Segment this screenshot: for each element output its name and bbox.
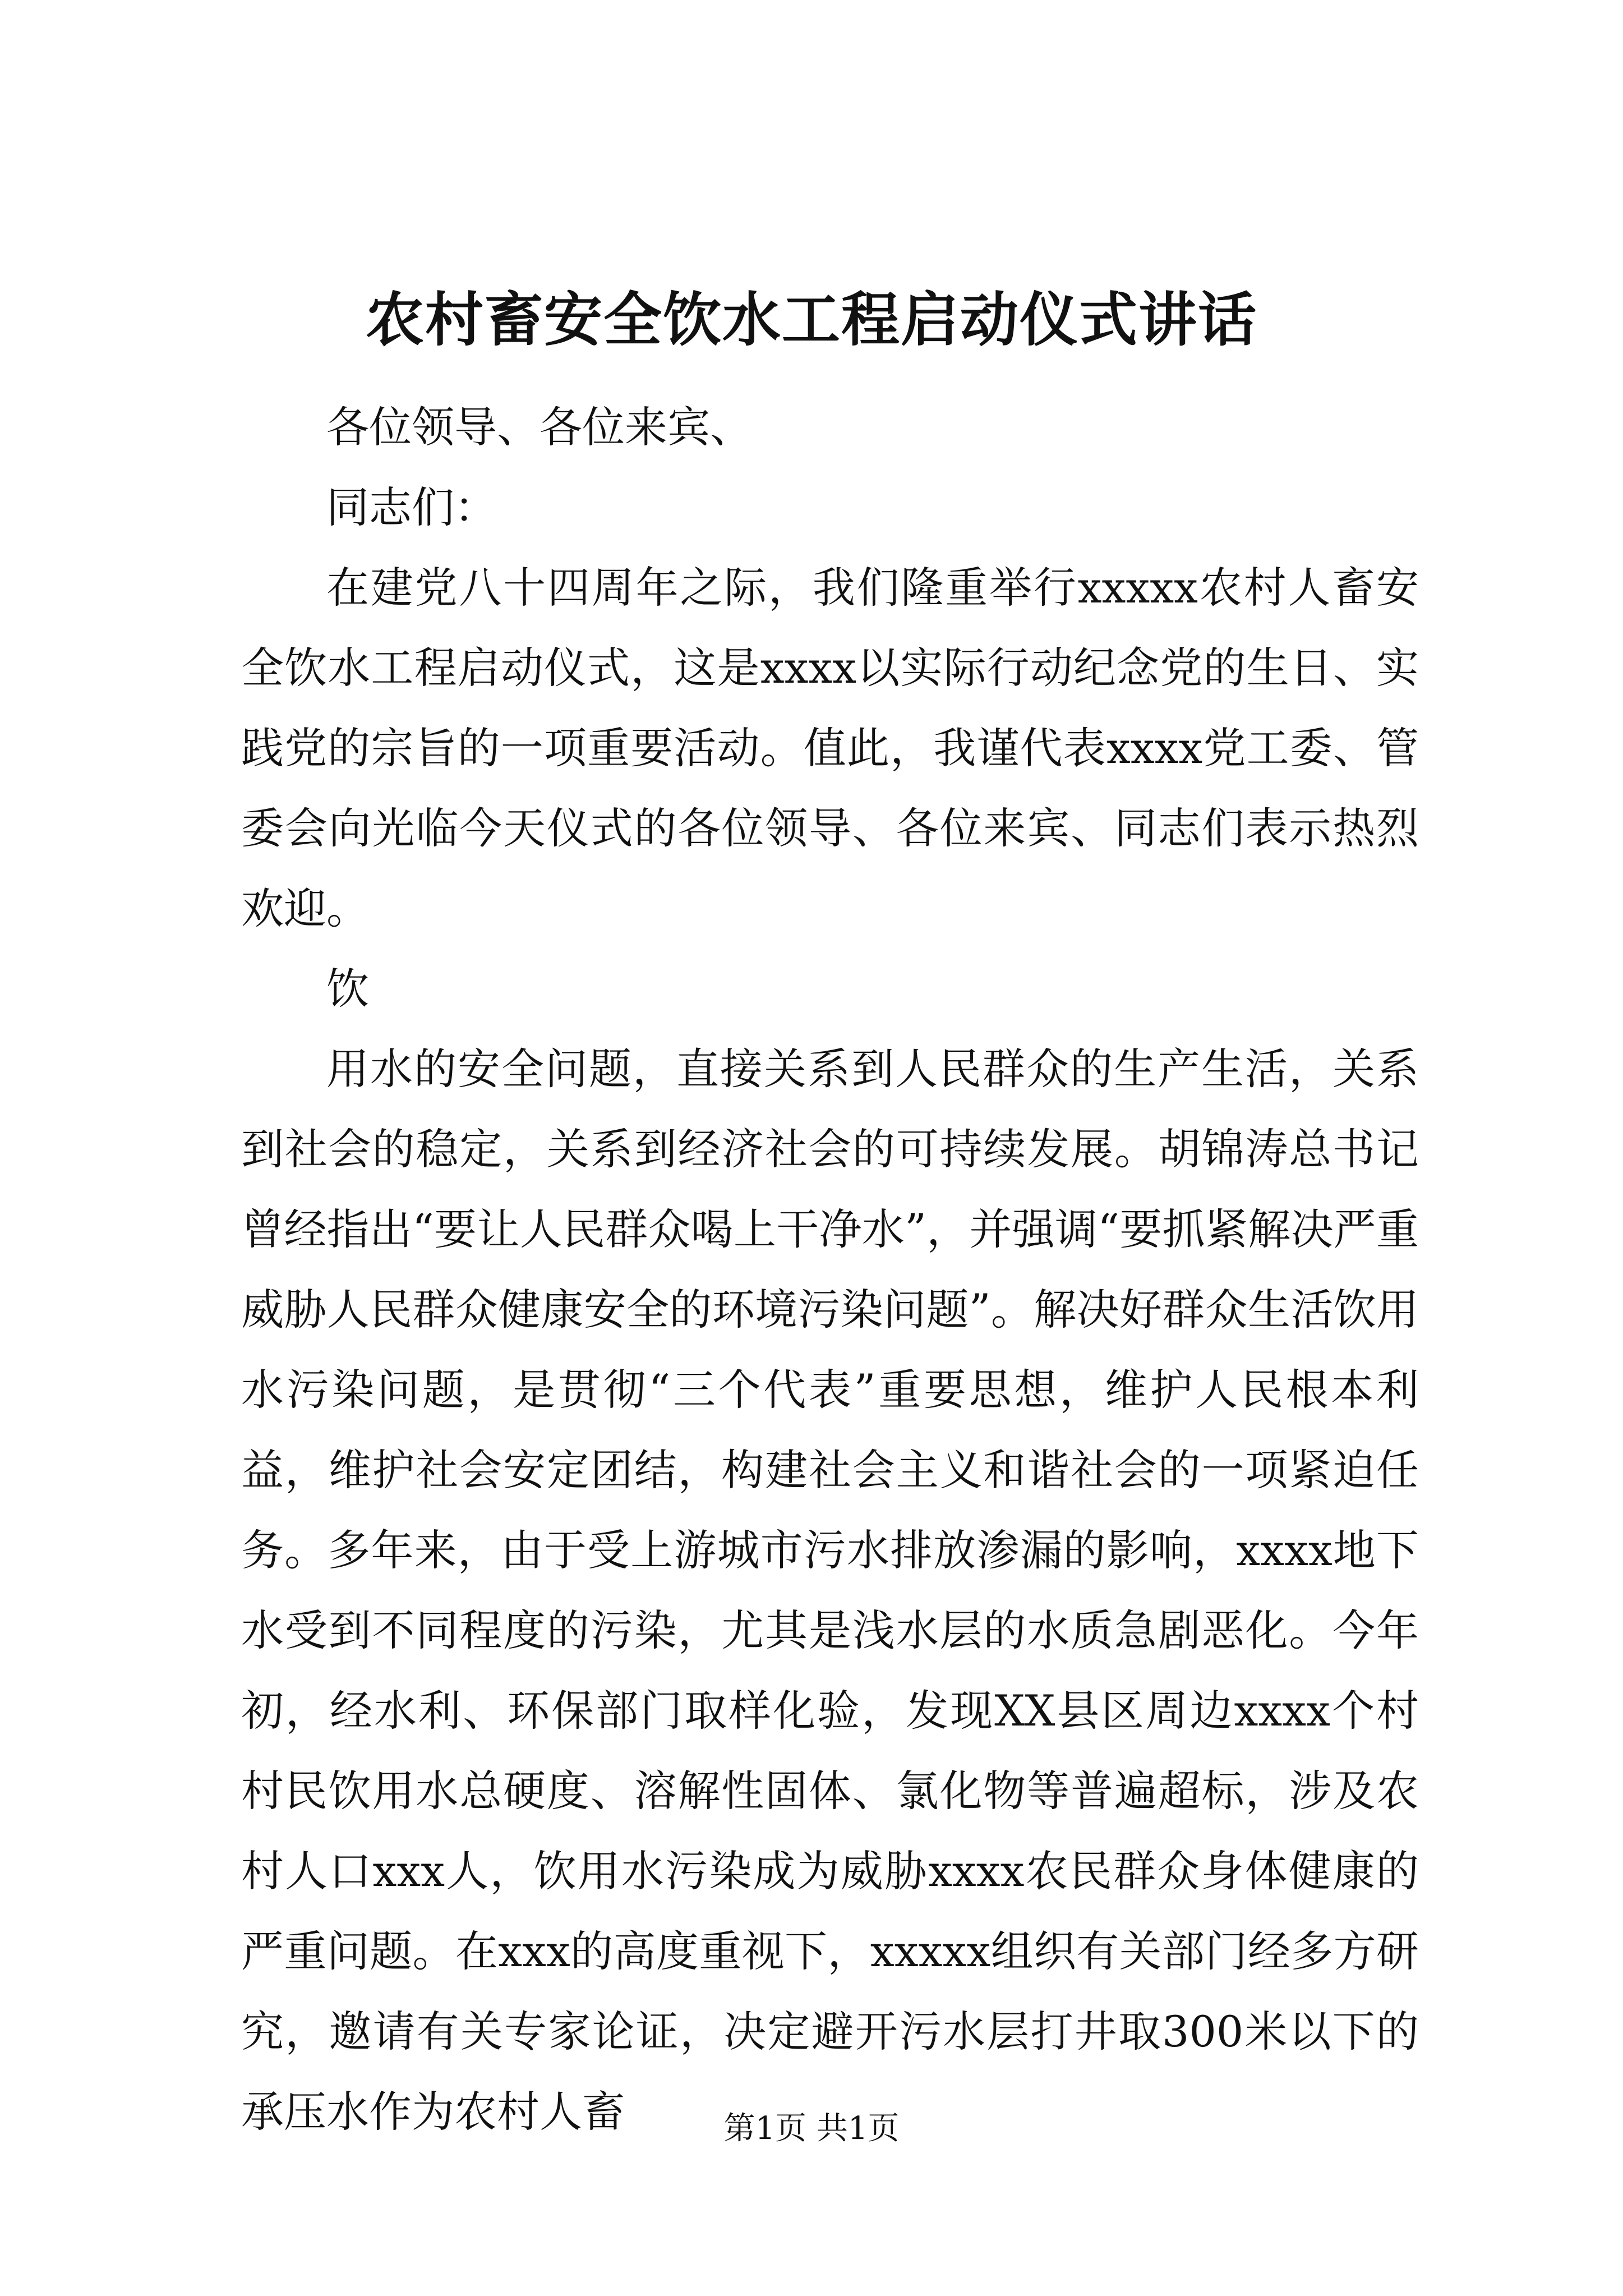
- body-paragraph: 用水的安全问题，直接关系到人民群众的生产生活，关系到社会的稳定，关系到经济社会的可持续发展。胡锦涛总书记曾经指出“要让人民群众喝上干净水”，并强调“要抓紧解决严重威胁人民群众健康安全的环境污染问题”。解决好群众生活饮用水污染问题，是贯彻“三个代表”重要思想，维护人民根本利益，维护社会安定团结，构建社会主义和谐社会的一项紧迫任务。多年来，由于受上游城市污水排放渗漏的影响，xxxx地下水受到不同程度的污染，尤其是浅水层的水质急剧恶化。今年初，经水利、环保部门取样化验，发现XX县区周边xxxx个村村民饮用水总硬度、溶解性固体、氯化物等普遍超标，涉及农村人口xxx人，饮用水污染成为威胁xxxx农民群众身体健康的严重问题。在xxx的高度重视下，xxxxx组织有关部门经多方研究，邀请有关专家论证，决定避开污水层打井取300米以下的承压水作为农村人畜: [241, 1044, 1419, 2137]
- document-body: [241, 387, 1419, 2152]
- document-title: 农村畜安全饮水工程启动仪式讲话: [365, 285, 1257, 354]
- salutation-line: 各位领导、各位来宾、: [326, 402, 753, 452]
- salutation-line: 同志们：: [326, 482, 497, 532]
- body-paragraph: 在建党八十四周年之际，我们隆重举行xxxxx农村人畜安全饮水工程启动仪式，这是xxxx以实际行动纪念党的生日、实践党的宗旨的一项重要活动。值此，我谨代表xxxx党工委、管委会向光临今天仪式的各位领导、各位来宾、同志们表示热烈欢迎。: [241, 563, 1419, 933]
- page-number: 第1页 共1页: [723, 2110, 900, 2147]
- body-paragraph: 饮: [326, 964, 369, 1014]
